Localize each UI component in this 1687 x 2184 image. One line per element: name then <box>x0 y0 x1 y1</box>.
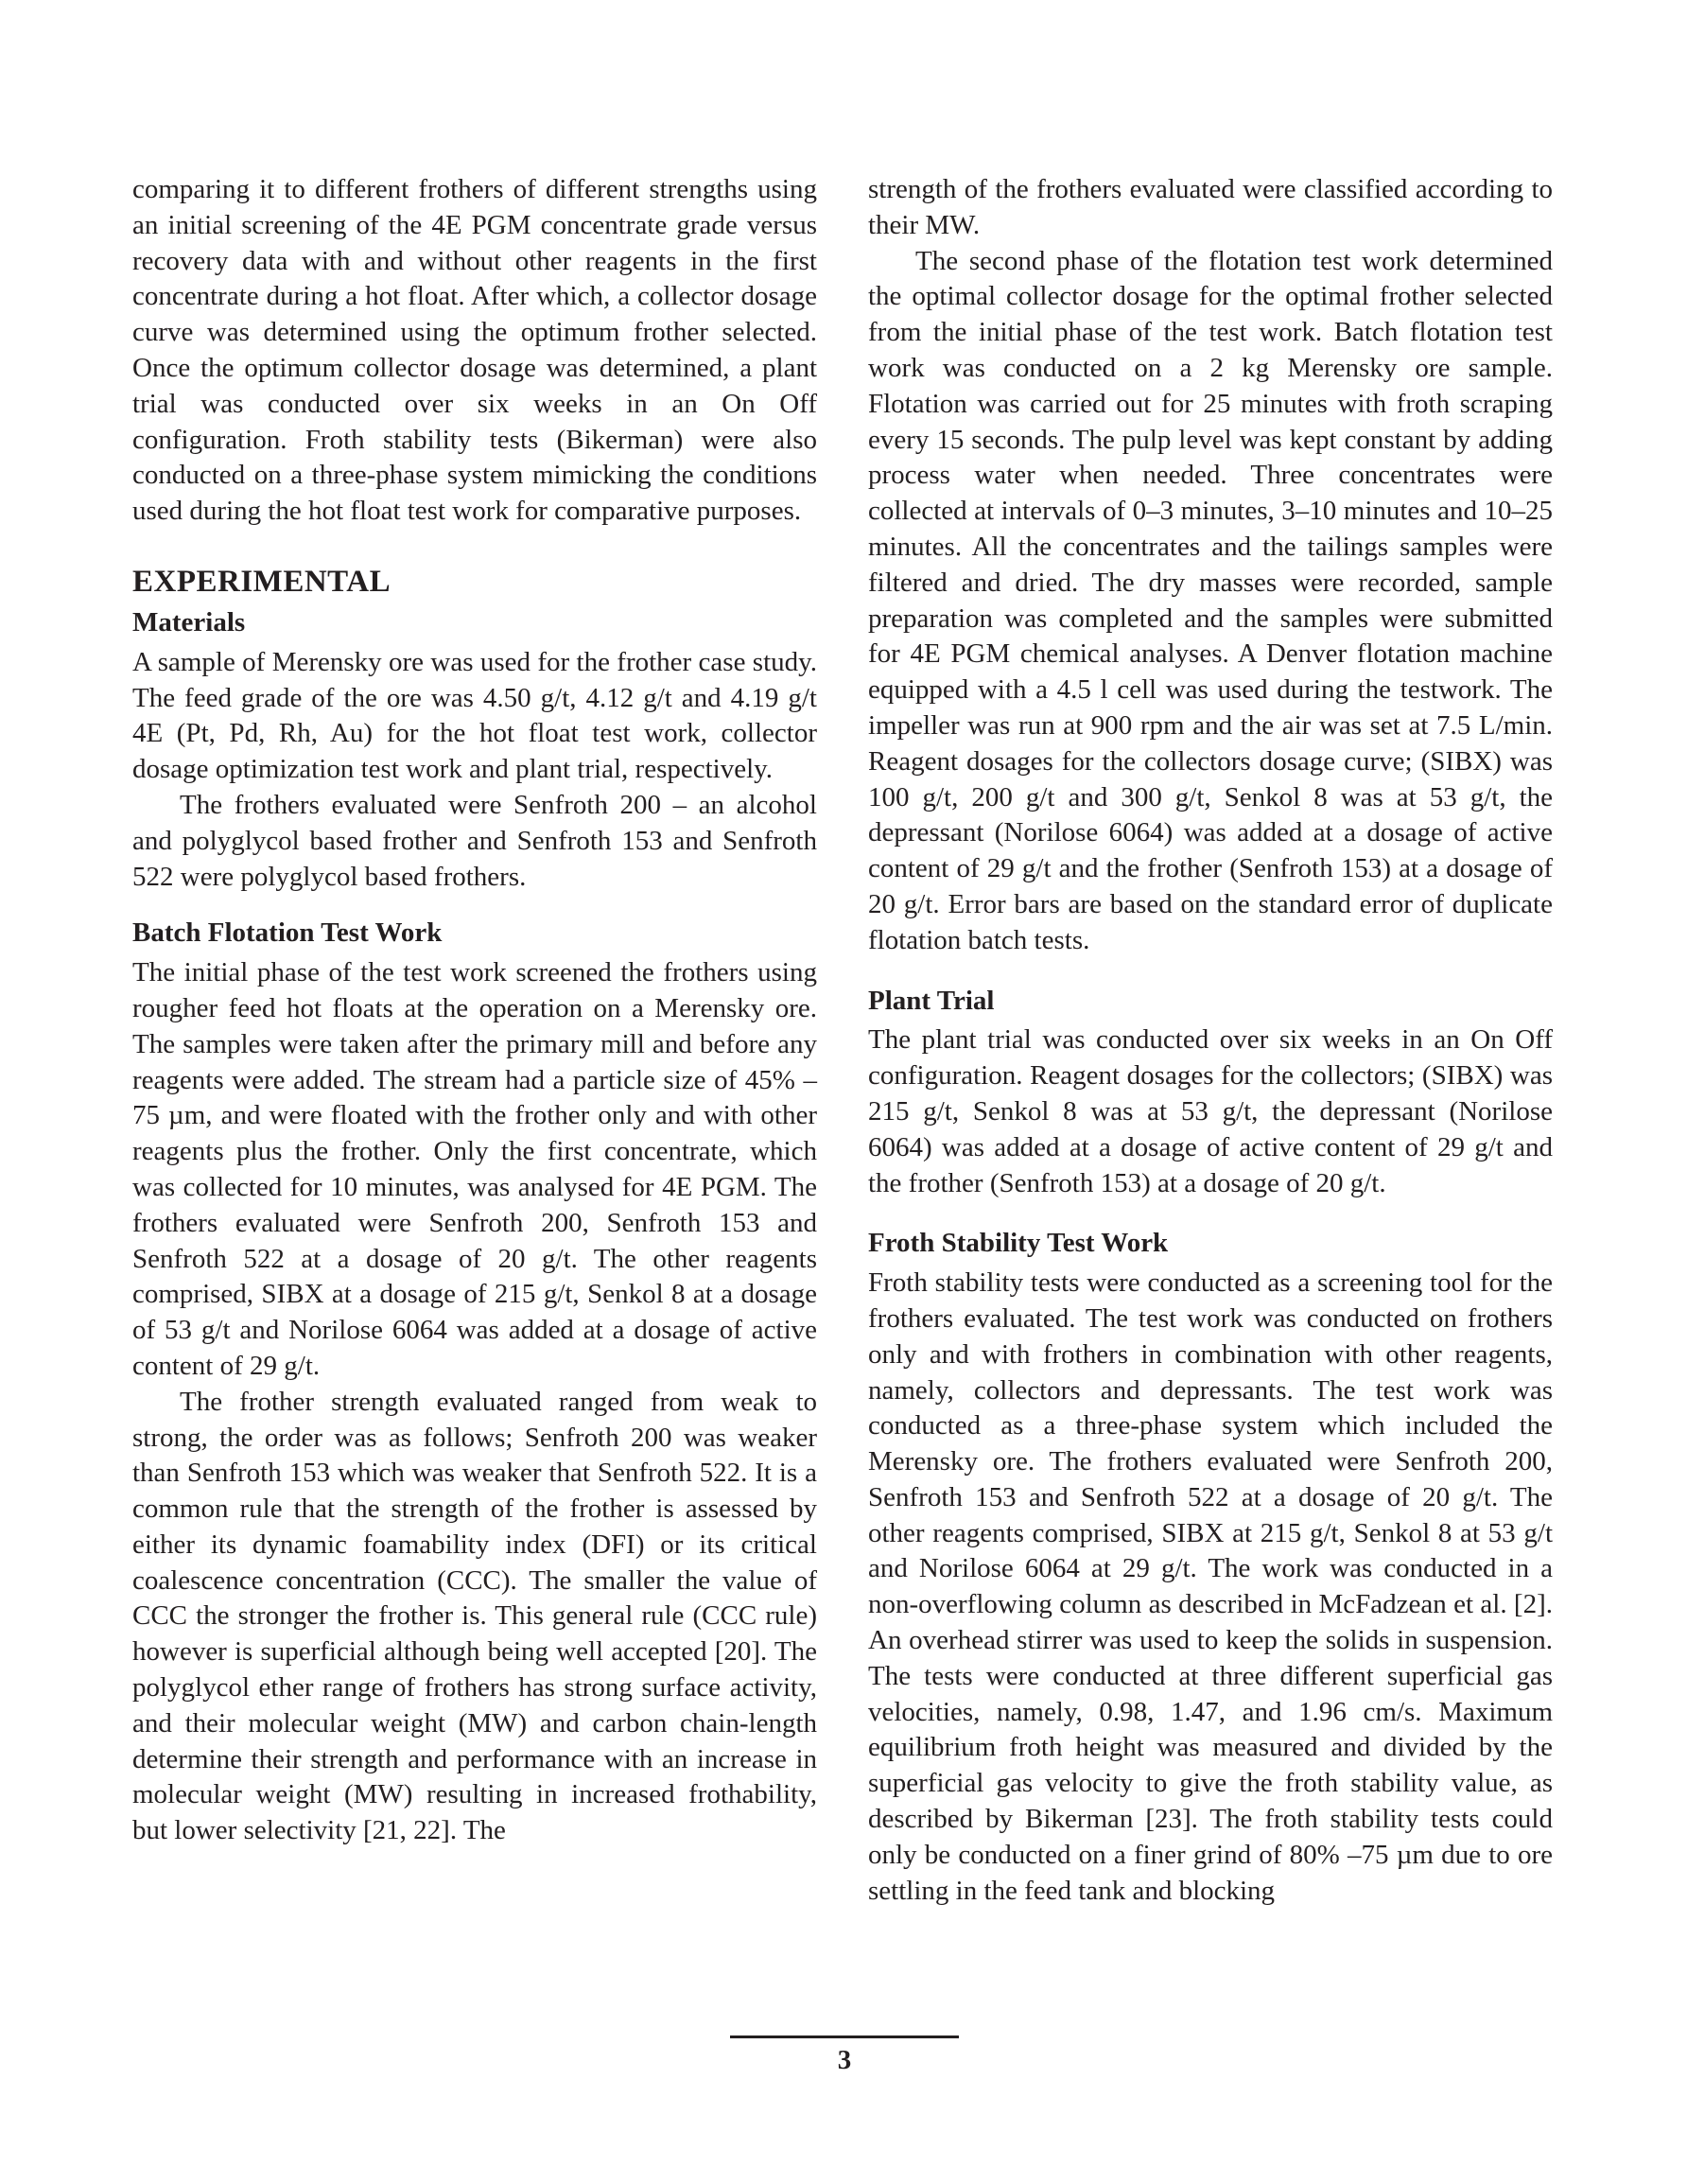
subheading-materials: Materials <box>132 606 246 638</box>
subheading-plant-trial: Plant Trial <box>868 985 995 1016</box>
materials-paragraph-1: A sample of Merensky ore was used for the frother case study. The feed grade of the ore was 4.50 g/t, 4.12 g/t and 4.19 g/t 4E (Pt, Pd, Rh, Au) for the hot float test work, collector dosage optimization test work and plant trial, respectively. <box>132 646 817 785</box>
continued-paragraph: strength of the frothers evaluated were classified according to their MW. <box>868 174 1553 240</box>
materials-paragraph-2: The frothers evaluated were Senfroth 200 – an alcohol and polyglycol based frother and Senfroth 153 and Senfroth 522 were polyglycol based frothers. <box>132 789 817 892</box>
froth-stability-paragraph: Froth stability tests were conducted as a screening tool for the frothers evaluated. The test work was conducted on frothers only and with frothers in combination with other reagents, namely, collectors and depressants. The test work was conducted as a three-phase system which included the Merensky ore. The frothers evaluated were Senfroth 200, Senfroth 153 and Senfroth 522 at a dosage of 20 g/t. The other reagents comprised, SIBX at 215 g/t, Senkol 8 at 53 g/t and Norilose 6064 at 29 g/t. The work was conducted in a non-overflowing column as described in McFadzean et al. [2]. An overhead stirrer was used to keep the solids in suspension. The tests were conducted at three different superficial gas velocities, namely, 0.98, 1.47, and 1.96 cm/s. Maximum equilibrium froth height was measured and divided by the superficial gas velocity to give the froth stability value, as described by Bikerman [23]. The froth stability tests could only be conducted on a finer grind of 80% –75 µm due to ore settling in the feed tank and blocking <box>868 1267 1553 1906</box>
plant-trial-paragraph: The plant trial was conducted over six weeks in an On Off configuration. Reagent dosages for the collectors; (SIBX) was 215 g/t, Senkol 8 was at 53 g/t, the depressant (Norilose 6064) was added at a dosage of active content of 29 g/t and the frother (Senfroth 153) at a dosage of 20 g/t. <box>868 1024 1553 1198</box>
intro-paragraph: comparing it to different frothers of different strengths using an initial screening of the 4E PGM concentrate grade versus recovery data with and without other reagents in the first concentrate during a hot float. After which, a collector dosage curve was determined using the optimum frother selected. Once the optimum collector dosage was determined, a plant trial was conducted over six weeks in an On Off configuration. Froth stability tests (Bikerman) were also conducted on a three-phase system mimicking the conditions used during the hot float test work for comparative purposes. <box>132 174 817 527</box>
second-phase-paragraph: The second phase of the flotation test work determined the optimal collector dosage for the optimal frother selected from the initial phase of the test work. Batch flotation test work was conducted on a 2 kg Merensky ore sample. Flotation was carried out for 25 minutes with froth scraping every 15 seconds. The pulp level was kept constant by adding process water when needed. Three concentrates were collected at intervals of 0–3 minutes, 3–10 minutes and 10–25 minutes. All the concentrates and the tailings samples were filtered and dried. The dry masses were recorded, sample preparation was completed and the samples were submitted for 4E PGM chemical analyses. A Denver flotation machine equipped with a 4.5 l cell was used during the testwork. The impeller was run at 900 rpm and the air was set at 7.5 L/min. Reagent dosages for the collectors dosage curve; (SIBX) was 100 g/t, 200 g/t and 300 g/t, Senkol 8 was at 53 g/t, the depressant (Norilose 6064) was added at a dosage of active content of 29 g/t and the frother (Senfroth 153) at a dosage of 20 g/t. Error bars are based on the standard error of duplicate flotation batch tests. <box>868 245 1553 955</box>
batch-paragraph-2: The frother strength evaluated ranged from weak to strong, the order was as follows; Senfroth 200 was weaker than Senfroth 153 which was weaker that Senfroth 522. It is a common rule that the strength of the frother is assessed by either its dynamic foamability index (DFI) or its critical coalescence concentration (CCC). The smaller the value of CCC the stronger the frother is. This general rule (CCC rule) however is superficial although being well accepted [20]. The polyglycol ether range of frothers has strong surface activity, and their molecular weight (MW) and carbon chain-length determine their strength and performance with an increase in molecular weight (MW) resulting in increased frothability, but lower selectivity [21, 22]. The <box>132 1386 817 1846</box>
section-heading-experimental: EXPERIMENTAL <box>132 564 391 599</box>
subheading-froth-stability: Froth Stability Test Work <box>868 1228 1169 1259</box>
page-number: 3 <box>837 2045 852 2075</box>
subheading-batch-flotation: Batch Flotation Test Work <box>132 917 443 949</box>
right-column <box>868 172 1553 1909</box>
footer-rule <box>730 2035 959 2038</box>
batch-paragraph-1: The initial phase of the test work screened the frothers using rougher feed hot floats at the operation on a Merensky ore. The samples were taken after the primary mill and before any reagents were added. The stream had a particle size of 45% –75 µm, and were floated with the frother only and with other reagents plus the frother. Only the first concentrate, which was collected for 10 minutes, was analysed for 4E PGM. The frothers evaluated were Senfroth 200, Senfroth 153 and Senfroth 522 at a dosage of 20 g/t. The other reagents comprised, SIBX at a dosage of 215 g/t, Senkol 8 at a dosage of 53 g/t and Norilose 6064 was added at a dosage of active content of 29 g/t. <box>132 957 817 1381</box>
left-column <box>132 172 817 1849</box>
